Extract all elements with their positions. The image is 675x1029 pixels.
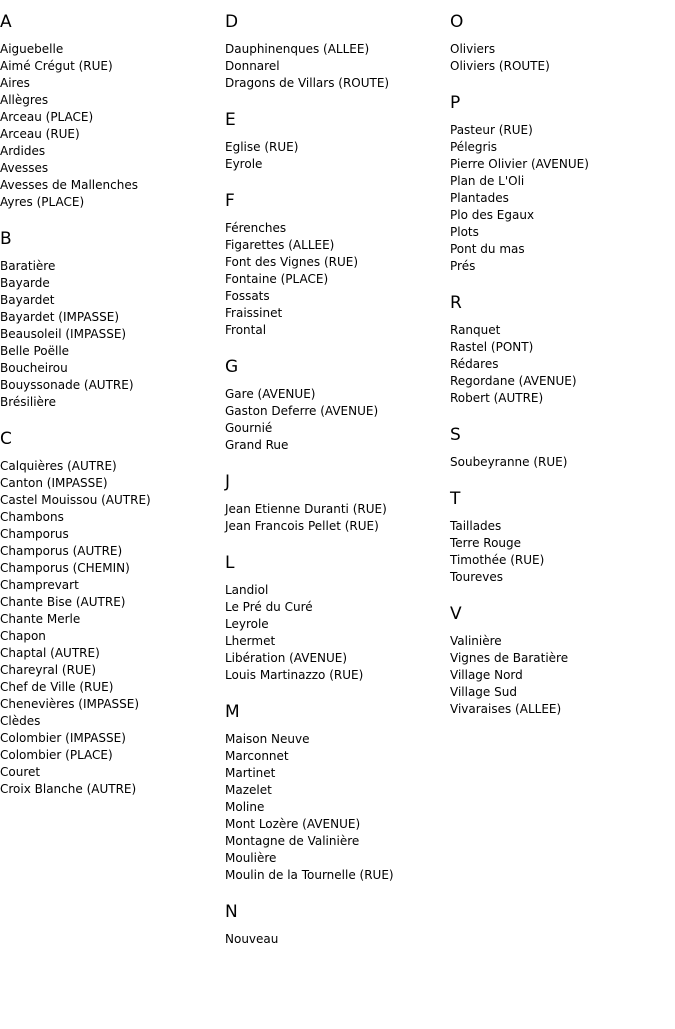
letter-group-a [0, 11, 225, 211]
street-link[interactable]: Timothée (RUE) [450, 553, 545, 567]
street-link[interactable]: Moline [225, 800, 265, 814]
street-link[interactable]: Dauphinenques (ALLEE) [225, 42, 370, 56]
letter-group-p [450, 92, 675, 275]
street-link[interactable]: Landiol [225, 583, 269, 597]
street-link[interactable]: Regordane (AVENUE) [450, 374, 577, 388]
street-link[interactable]: Ardides [0, 144, 46, 158]
street-link[interactable]: Rastel (PONT) [450, 340, 534, 354]
street-link[interactable]: Font des Vignes (RUE) [225, 255, 359, 269]
street-link[interactable]: Figarettes (ALLEE) [225, 238, 335, 252]
street-link[interactable]: Oliviers (ROUTE) [450, 59, 550, 73]
street-link[interactable]: Toureves [450, 570, 504, 584]
letter-heading: S [450, 425, 461, 445]
street-link[interactable]: Bouyssonade (AUTRE) [0, 378, 134, 392]
street-link[interactable]: Allègres [0, 93, 49, 107]
street-link[interactable]: Valinière [450, 634, 502, 648]
street-link[interactable]: Couret [0, 765, 41, 779]
street-link[interactable]: Férenches [225, 221, 287, 235]
street-link[interactable]: Robert (AUTRE) [450, 391, 544, 405]
street-link[interactable]: Bayardet (IMPASSE) [0, 310, 120, 324]
street-link[interactable]: Champorus (AUTRE) [0, 544, 123, 558]
letter-group-n [225, 901, 450, 948]
street-link[interactable]: Champorus (CHEMIN) [0, 561, 130, 575]
street-link[interactable]: Vignes de Baratière [450, 651, 569, 665]
street-link[interactable]: Frontal [225, 323, 267, 337]
street-link[interactable]: Mont Lozère (AVENUE) [225, 817, 361, 831]
street-link[interactable]: Fontaine (PLACE) [225, 272, 329, 286]
letter-group-o [450, 11, 675, 75]
letter-heading: B [0, 229, 12, 249]
letter-heading: P [450, 93, 461, 113]
street-link[interactable]: Plo des Egaux [450, 208, 535, 222]
letter-heading: V [450, 604, 462, 624]
street-link[interactable]: Leyrole [225, 617, 269, 631]
street-link[interactable]: Chef de Ville (RUE) [0, 680, 114, 694]
letter-group-s [450, 424, 675, 471]
street-link[interactable]: Beausoleil (IMPASSE) [0, 327, 127, 341]
letter-heading: C [0, 429, 12, 449]
street-link[interactable]: Montagne de Valinière [225, 834, 360, 848]
letter-heading: L [225, 553, 235, 573]
street-link[interactable]: Moulin de la Tournelle (RUE) [225, 868, 394, 882]
letter-heading: O [450, 12, 464, 32]
street-link[interactable]: Avesses [0, 161, 49, 175]
street-link[interactable]: Jean Etienne Duranti (RUE) [225, 502, 387, 516]
street-link[interactable]: Marconnet [225, 749, 289, 763]
street-link[interactable]: Lhermet [225, 634, 276, 648]
street-link[interactable]: Colombier (PLACE) [0, 748, 113, 762]
street-link[interactable]: Clèdes [0, 714, 41, 728]
letter-heading: G [225, 357, 239, 377]
letter-group-d [225, 11, 450, 92]
street-link[interactable]: Le Pré du Curé [225, 600, 313, 614]
street-link[interactable]: Prés [450, 259, 476, 273]
street-link[interactable]: Pélegris [450, 140, 498, 154]
street-link[interactable]: Dragons de Villars (ROUTE) [225, 76, 390, 90]
street-link[interactable]: Libération (AVENUE) [225, 651, 348, 665]
street-link[interactable]: Chareyral (RUE) [0, 663, 96, 677]
street-link[interactable]: Ranquet [450, 323, 501, 337]
street-link[interactable]: Baratière [0, 259, 56, 273]
column-1 [0, 11, 225, 815]
street-link[interactable]: Calquières (AUTRE) [0, 459, 117, 473]
street-link[interactable]: Champrevart [0, 578, 79, 592]
letter-group-t [450, 488, 675, 586]
street-link[interactable]: Eglise (RUE) [225, 140, 299, 154]
street-link[interactable]: Colombier (IMPASSE) [0, 731, 126, 745]
street-link[interactable]: Bayardet [0, 293, 55, 307]
letter-heading: E [225, 110, 236, 130]
street-link[interactable]: Champorus [0, 527, 69, 541]
street-link[interactable]: Chambons [0, 510, 64, 524]
street-link[interactable]: Brésilière [0, 395, 56, 409]
column-2 [225, 11, 450, 965]
street-link[interactable]: Pierre Olivier (AVENUE) [450, 157, 589, 171]
letter-heading: D [225, 12, 239, 32]
street-link[interactable]: Oliviers [450, 42, 496, 56]
letter-group-b [0, 228, 225, 411]
street-link[interactable]: Jean Francois Pellet (RUE) [225, 519, 379, 533]
street-link[interactable]: Fossats [225, 289, 270, 303]
street-link[interactable]: Ayres (PLACE) [0, 195, 85, 209]
letter-group-j [225, 471, 450, 535]
street-link[interactable]: Eyrole [225, 157, 263, 171]
street-link[interactable]: Chante Merle [0, 612, 81, 626]
street-link[interactable]: Rédares [450, 357, 499, 371]
letter-group-v [450, 603, 675, 718]
street-link[interactable]: Aires [0, 76, 30, 90]
street-link[interactable]: Plots [450, 225, 479, 239]
letter-heading: N [225, 902, 238, 922]
letter-heading: F [225, 191, 235, 211]
street-link[interactable]: Pasteur (RUE) [450, 123, 533, 137]
letter-heading: M [225, 702, 240, 722]
street-link[interactable]: Chaptal (AUTRE) [0, 646, 100, 660]
street-link[interactable]: Bayarde [0, 276, 50, 290]
street-link[interactable]: Donnarel [225, 59, 280, 73]
street-link[interactable]: Gournié [225, 421, 273, 435]
street-link[interactable]: Chenevières (IMPASSE) [0, 697, 140, 711]
letter-group-r [450, 292, 675, 407]
street-link[interactable]: Gare (AVENUE) [225, 387, 316, 401]
street-link[interactable]: Arceau (PLACE) [0, 110, 94, 124]
letter-group-f [225, 190, 450, 339]
street-link[interactable]: Mazelet [225, 783, 272, 797]
letter-group-g [225, 356, 450, 454]
street-link[interactable]: Chante Bise (AUTRE) [0, 595, 126, 609]
street-link[interactable]: Pont du mas [450, 242, 525, 256]
street-link[interactable]: Nouveau [225, 932, 279, 946]
street-link[interactable]: Castel Mouissou (AUTRE) [0, 493, 151, 507]
street-link[interactable]: Grand Rue [225, 438, 289, 452]
street-link[interactable]: Martinet [225, 766, 276, 780]
street-link[interactable]: Soubeyranne (RUE) [450, 455, 568, 469]
street-link[interactable]: Taillades [450, 519, 502, 533]
street-link[interactable]: Avesses de Mallenches [0, 178, 138, 192]
street-link[interactable]: Maison Neuve [225, 732, 310, 746]
letter-heading: A [0, 12, 12, 32]
letter-heading: T [450, 489, 461, 509]
street-link[interactable]: Aimé Crégut (RUE) [0, 59, 113, 73]
street-link[interactable]: Village Nord [450, 668, 523, 682]
street-link[interactable]: Louis Martinazzo (RUE) [225, 668, 364, 682]
street-link[interactable]: Gaston Deferre (AVENUE) [225, 404, 379, 418]
street-link[interactable]: Plantades [450, 191, 509, 205]
letter-group-m [225, 701, 450, 884]
street-link[interactable]: Fraissinet [225, 306, 283, 320]
street-link[interactable]: Plan de L'Oli [450, 174, 525, 188]
street-link[interactable]: Boucheirou [0, 361, 68, 375]
letter-group-c [0, 428, 225, 798]
street-link[interactable]: Arceau (RUE) [0, 127, 80, 141]
letter-heading: R [450, 293, 462, 313]
street-link[interactable]: Terre Rouge [450, 536, 522, 550]
street-link[interactable]: Belle Poëlle [0, 344, 70, 358]
street-link[interactable]: Village Sud [450, 685, 517, 699]
column-3 [450, 11, 675, 735]
street-link[interactable]: Moulière [225, 851, 277, 865]
letter-group-e [225, 109, 450, 173]
street-link[interactable]: Chapon [0, 629, 46, 643]
street-link[interactable]: Canton (IMPASSE) [0, 476, 108, 490]
street-link[interactable]: Vivaraises (ALLEE) [450, 702, 562, 716]
street-link[interactable]: Croix Blanche (AUTRE) [0, 782, 137, 796]
street-link[interactable]: Aiguebelle [0, 42, 64, 56]
letter-group-l [225, 552, 450, 684]
letter-heading: J [225, 472, 231, 492]
